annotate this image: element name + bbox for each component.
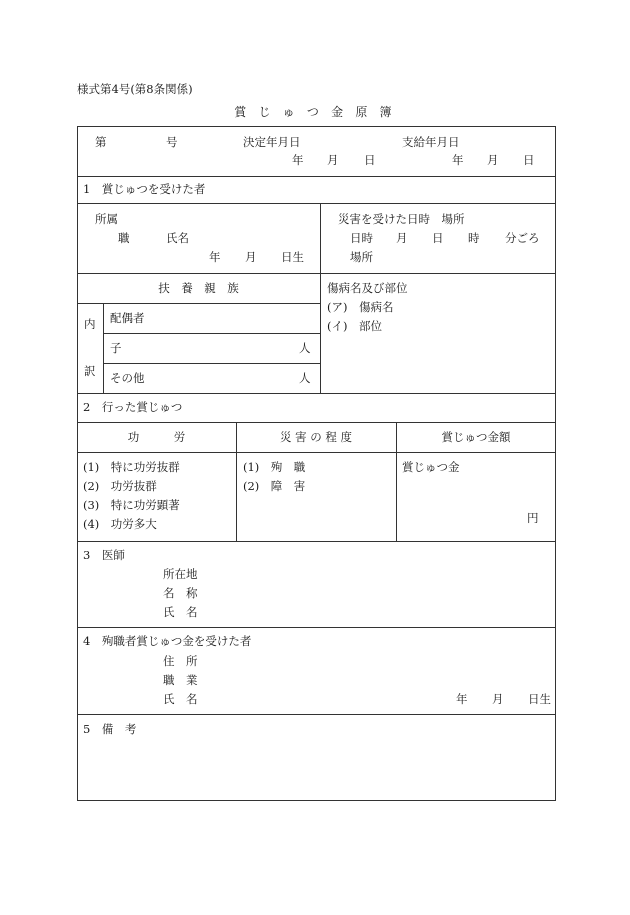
divider — [77, 393, 556, 394]
birth-month: 月 — [245, 250, 257, 264]
doctor-address-label: 所在地 — [163, 567, 198, 581]
section1-heading: 1 賞じゅつを受けた者 — [83, 182, 206, 196]
divider — [103, 303, 104, 393]
decision-year: 年 — [292, 153, 304, 167]
payment-year: 年 — [452, 153, 464, 167]
others-label: その他 — [110, 371, 145, 385]
merit-item: (1) 特に功労抜群 — [83, 460, 180, 474]
payment-date-label: 支給年月日 — [402, 135, 460, 149]
divider — [77, 541, 556, 542]
recipient-name-label: 氏 名 — [163, 692, 198, 706]
recipient-birth-month: 月 — [492, 692, 504, 706]
merit-item: (2) 功労抜群 — [83, 479, 157, 493]
recipient-address-label: 住 所 — [163, 654, 198, 668]
recipient-birth-year: 年 — [456, 692, 468, 706]
decision-month: 月 — [327, 153, 339, 167]
amount-column-header: 賞じゅつ金額 — [441, 430, 511, 444]
breakdown-char-1: 内 — [84, 317, 96, 331]
form-number: 様式第4号(第8条関係) — [77, 82, 193, 96]
divider — [103, 333, 320, 334]
place-label: 場所 — [350, 250, 373, 264]
birth-day: 日生 — [281, 250, 304, 264]
section4-heading: 4 殉職者賞じゅつ金を受けた者 — [83, 634, 252, 648]
merit-column-header: 功 労 — [127, 430, 186, 444]
merit-item: (4) 功労多大 — [83, 517, 157, 531]
doctor-facility-label: 名 称 — [163, 586, 198, 600]
divider — [103, 363, 320, 364]
others-unit: 人 — [299, 371, 311, 385]
injury-heading: 傷病名及び部位 — [327, 281, 408, 295]
disaster-day: 日 — [432, 231, 444, 245]
divider — [77, 203, 556, 204]
merit-item: (3) 特に功労顕著 — [83, 498, 180, 512]
degree-item: (2) 障 害 — [243, 479, 306, 493]
amount-label: 賞じゅつ金 — [402, 460, 460, 474]
dependents-heading: 扶 養 親 族 — [158, 281, 239, 295]
divider — [320, 203, 321, 393]
divider — [77, 422, 556, 423]
disaster-datetime-place-label: 災害を受けた日時 場所 — [338, 212, 465, 226]
position-label: 職 — [118, 231, 130, 245]
payment-day: 日 — [523, 153, 535, 167]
header-dai: 第 — [95, 135, 107, 149]
section3-heading: 3 医師 — [83, 548, 125, 562]
name-label: 氏名 — [166, 231, 189, 245]
breakdown-char-2: 訳 — [84, 364, 96, 378]
divider — [77, 714, 556, 715]
children-unit: 人 — [299, 341, 311, 355]
doctor-name-label: 氏 名 — [163, 605, 198, 619]
recipient-occupation-label: 職 業 — [163, 673, 198, 687]
divider — [77, 176, 556, 177]
recipient-birth-day: 日生 — [528, 692, 551, 706]
degree-item: (1) 殉 職 — [243, 460, 306, 474]
section5-heading: 5 備 考 — [83, 722, 137, 736]
divider — [77, 627, 556, 628]
injury-site-label: (イ) 部位 — [327, 319, 382, 333]
decision-day: 日 — [364, 153, 376, 167]
decision-date-label: 決定年月日 — [243, 135, 301, 149]
divider — [77, 303, 320, 304]
children-label: 子 — [110, 341, 122, 355]
divider — [77, 273, 556, 274]
injury-name-label: (ア) 傷病名 — [327, 300, 394, 314]
birth-year: 年 — [209, 250, 221, 264]
header-go: 号 — [166, 135, 178, 149]
divider — [77, 452, 556, 453]
datetime-label: 日時 — [350, 231, 373, 245]
disaster-minute: 分ごろ — [505, 231, 540, 245]
disaster-month: 月 — [396, 231, 408, 245]
yen-unit: 円 — [527, 511, 539, 525]
payment-month: 月 — [487, 153, 499, 167]
section2-heading: 2 行った賞じゅつ — [83, 400, 183, 414]
spouse-label: 配偶者 — [110, 311, 145, 325]
disaster-hour: 時 — [468, 231, 480, 245]
affiliation-label: 所属 — [95, 212, 118, 226]
page-title: 賞 じ ゅ つ 金 原 簿 — [234, 105, 396, 119]
degree-column-header: 災 害 の 程 度 — [279, 430, 353, 444]
